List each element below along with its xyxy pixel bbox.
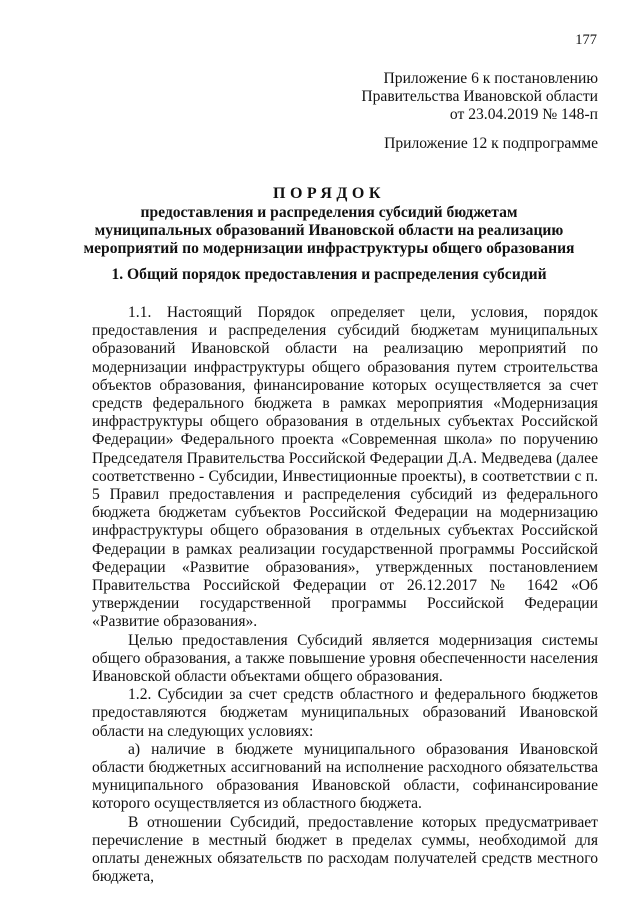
section-heading: 1. Общий порядок предоставления и распределения субсидий bbox=[111, 266, 547, 283]
paragraph: Целью предоставления Субсидий является модернизация системы общего образования, а также повышение уровня обеспеченности населения Ивановской области объектами общего образования. bbox=[92, 631, 598, 686]
subtitle-line: муниципальных образований Ивановской области на реализацию bbox=[94, 222, 564, 240]
appendix-reference-subprogram bbox=[384, 135, 598, 153]
appendix-line: от 23.04.2019 № 148-п bbox=[449, 106, 598, 124]
appendix-line: Приложение 12 к подпрограмме bbox=[384, 135, 598, 152]
document-title: ПОРЯДОК bbox=[273, 185, 385, 202]
page-number: 177 bbox=[575, 32, 597, 48]
document-subtitle bbox=[60, 204, 598, 259]
subtitle-line: мероприятий по модернизации инфраструктуры общего образования bbox=[83, 240, 575, 258]
appendix-reference-resolution bbox=[361, 70, 598, 125]
document-title-block bbox=[60, 184, 598, 259]
appendix-line: Правительства Ивановской области bbox=[361, 88, 598, 106]
paragraph: 1.1. Настоящий Порядок определяет цели, условия, порядок предоставления и распределения субсидий бюджетам муниципальных образований Ивановской области на реализацию мероприятий по модернизации инфраструктуры общего образования путем строительства объектов образования, финансирование которых осуществляется за счет средств федерального бюджета в рамках мероприятия «Модернизация инфраструктуры общего образования в отдельных субъектах Российской Федерации» Федерального проекта «Современная школа» по поручению Председателя Правительства Российской Федерации Д.А. Медведева (далее соответственно - Субсидии, Инвестиционные проекты), в соответствии с п. 5 Правил предоставления и распределения субсидий из федерального бюджета бюджетам субъектов Российской Федерации на модернизацию инфраструктуры общего образования в отдельных субъектах Российской Федерации в рамках реализации государственной программы Российской Федерации «Развитие образования», утвержденных постановлением Правительства Российской Федерации от 26.12.2017 № 1642 «Об утверждении государственной программы Российской Федерации «Развитие образования». bbox=[92, 304, 598, 631]
appendix-line: Приложение 6 к постановлению bbox=[383, 70, 598, 87]
subtitle-line: предоставления и распределения субсидий бюджетам bbox=[140, 204, 518, 221]
paragraph: а) наличие в бюджете муниципального образования Ивановской области бюджетных ассигнований на исполнение расходного обязательства муниципального образования Ивановской области, софинансирование которого осуществляется из областного бюджета. bbox=[92, 740, 598, 813]
document-body bbox=[92, 304, 598, 887]
paragraph: 1.2. Субсидии за счет средств областного и федерального бюджетов предоставляются бюджетам муниципальных образований Ивановской области на следующих условиях: bbox=[92, 686, 598, 740]
paragraph: В отношении Субсидий, предоставление которых предусматривает перечисление в местный бюджет в пределах суммы, необходимой для оплаты денежных обязательств по расходам получателей средств местного бюджета, bbox=[92, 813, 598, 886]
